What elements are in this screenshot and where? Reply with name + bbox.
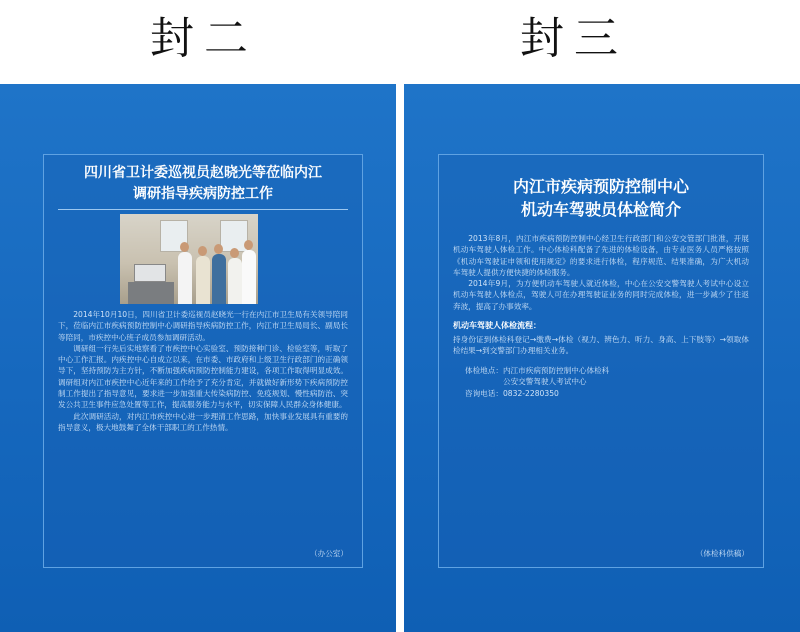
photo-lab-bench bbox=[128, 282, 174, 304]
photo-person bbox=[178, 252, 192, 304]
intro-title-line-1: 内江市疾病预防控制中心 bbox=[512, 177, 689, 196]
intro-source: （体检科供稿） bbox=[695, 549, 749, 558]
address-label: 体检地点： bbox=[465, 365, 503, 375]
phone-value: 0832-2280350 bbox=[502, 388, 559, 398]
article-title-line-2: 调研指导疾病防控工作 bbox=[133, 186, 273, 202]
cover-two-label: 封二 bbox=[150, 13, 258, 64]
article-paragraph: 调研组一行先后实地察看了市疾控中心实验室、预防接种门诊、检验室等，听取了中心工作汇报。内疾控中心自成立以来，在市委、市政府和上级卫生行政部门的正确领导下，坚持预防为主方针，不断加强疾病预防控制能力建设，各项工作取得明显成效。调研组对内江市疾控中心近年来的工作给予了充分肯定，并就做好新形势下疾病预防控制工作提出了指导意见，要求进一步加强重大传染病防控、免疫规划、慢性病防治、突发公共卫生事件应急处置等工作，提高服务能力与水平，切实保障人民群众身体健康。 bbox=[58, 343, 348, 410]
article-paragraph: 此次调研活动，对内江市疾控中心进一步理清工作思路，加快事业发展具有重要的指导意义，极大地鼓舞了全体干部职工的工作热情。 bbox=[58, 411, 348, 432]
cover-three-label: 封三 bbox=[520, 13, 628, 64]
photo-person-head bbox=[180, 242, 189, 252]
photo-person-head bbox=[198, 246, 207, 256]
article-body bbox=[58, 309, 348, 433]
article-source: （办公室） bbox=[310, 549, 348, 558]
article-title bbox=[54, 163, 352, 205]
inside-front-cover-page bbox=[0, 84, 396, 632]
article-title-line-1: 四川省卫计委巡视员赵晓光等莅临内江 bbox=[84, 165, 322, 181]
article-paragraph: 2014年10月10日，四川省卫计委巡视员赵晓光一行在内江市卫生局有关领导陪同下，莅临内江市疾病预防控制中心调研指导疾病防控工作，内江市卫生局局长、副局长等陪同，市疾控中心班子成员参加调研活动。 bbox=[58, 310, 348, 342]
photo-lab-equipment bbox=[134, 264, 166, 282]
photo-person-head bbox=[230, 248, 239, 258]
photo-person-head bbox=[214, 244, 223, 254]
intro-paragraph: 2014年9月，为方便机动车驾驶人就近体检，中心在公安交警驾驶人考试中心设立机动车驾驶人体检点，驾驶人可在办理驾驶证业务的同时完成体检，进一步减少了往返奔波，提高了办事效率。 bbox=[453, 279, 749, 311]
contact-block bbox=[465, 365, 749, 400]
service-intro-card bbox=[438, 154, 764, 568]
intro-body bbox=[453, 233, 749, 312]
procedure-heading: 机动车驾驶人体检流程： bbox=[453, 321, 541, 331]
intro-title bbox=[449, 175, 753, 221]
page-gutter bbox=[396, 84, 404, 632]
news-article-card bbox=[43, 154, 363, 568]
photo-person bbox=[212, 254, 226, 304]
photo-person bbox=[242, 250, 256, 304]
inspection-photo bbox=[120, 214, 258, 304]
title-divider bbox=[58, 209, 348, 210]
inside-back-cover-page bbox=[404, 84, 800, 632]
photo-person-head bbox=[244, 240, 253, 250]
photo-person bbox=[196, 256, 210, 304]
phone-row bbox=[465, 388, 749, 400]
intro-paragraph: 2013年8月，内江市疾病预防控制中心经卫生行政部门和公安交管部门批准，开展机动车驾驶人体检工作。中心体检科配备了先进的体检设备，由专业医务人员严格按照《机动车驾驶证申领和使用规定》的要求进行体检，程序规范、结果准确，为广大机动车驾驶人提供方便快捷的体检服务。 bbox=[453, 234, 749, 277]
phone-label: 咨询电话： bbox=[465, 388, 503, 398]
address-row bbox=[465, 365, 749, 377]
photo-person bbox=[228, 258, 242, 304]
address-row-2: 公安交警驾驶人考试中心 bbox=[503, 377, 587, 387]
address-value: 内江市疾病预防控制中心体检科 bbox=[502, 365, 610, 375]
intro-title-line-2: 机动车驾驶员体检简介 bbox=[520, 200, 681, 219]
procedure-text: 持身份证到体检科登记→缴费→体检（视力、辨色力、听力、身高、上下肢等）→领取体检结果→到交警部门办理相关业务。 bbox=[453, 335, 749, 356]
